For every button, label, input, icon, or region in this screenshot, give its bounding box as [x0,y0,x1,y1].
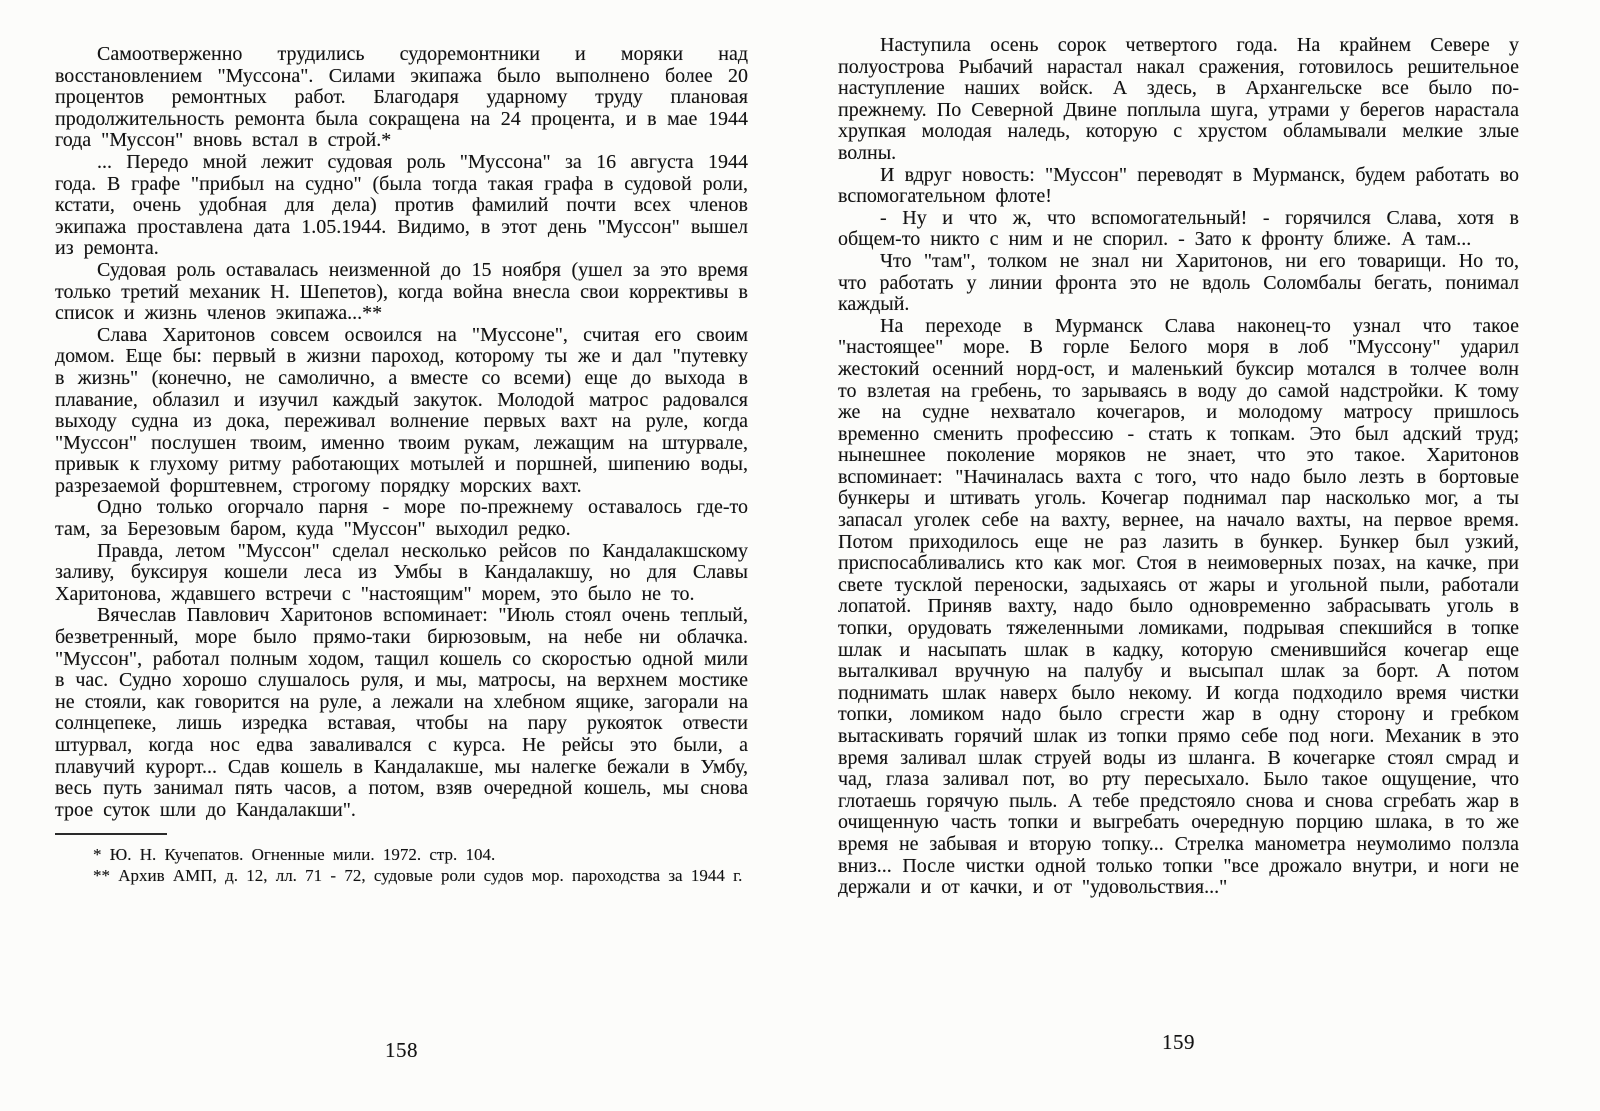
footnotes-block [55,833,748,886]
footnote: ** Архив АМП, д. 12, лл. 71 - 72, судовые роли судов мор. пароходства за 1944 г. [93,866,743,886]
paragraph: ... Передо мной лежит судовая роль "Муссона" за 16 августа 1944 года. В графе "прибыл на судно" (была тогда такая графа в судовой роли, кстати, очень удобная для дела) против фамилий почти всех членов экипажа проставлена дата 1.05.1944. Видимо, в этот день "Муссон" вышел из ремонта. [55,150,748,260]
paragraph: Наступила осень сорок четвертого года. На крайнем Севере у полуострова Рыбачий нарастал накал сражения, готовилось решительное наступление наших войск. А здесь, в Архангельске все было по-прежнему. По Северной Двине поплыла шуга, утрами у берегов нарастала хрупкая молодая наледь, которую с хрустом обламывали мелкие злые волны. [838,34,1519,164]
left-page-text [55,44,748,886]
paragraph: Судовая роль оставалась неизменной до 15 ноября (ушел за это время только третий механик Н. Шепетов), когда война внесла свои коррективы в список и жизнь членов экипажа...** [55,258,748,325]
paragraph: И вдруг новость: "Муссон" переводят в Мурманск, будем работать во вспомогательном флоте! [838,163,1519,208]
paragraph: Одно только огорчало парня - море по-прежнему оставалось где-то там, за Березовым баром, куда "Муссон" выходил редко. [55,496,748,541]
paragraph: Что "там", толком не знал ни Харитонов, ни его товарищи. Но то, что работать у линии фронта это не вдоль Соломбалы бегать, понимал каждый. [838,249,1519,316]
paragraph: Слава Харитонов совсем освоился на "Муссоне", считая его своим домом. Еще бы: первый в жизни пароход, которому ты же и дал "путевку в жизнь" (конечно, не самолично, а вместе со всеми) еще до выхода в плавание, облазил и изучил каждый закуток. Молодой матрос радовался выходу судна из дока, переживал волнение первых вахт на руле, когда "Муссон" послушен твоим, именно твоим рукам, лежащим на штурвале, привык к глухому ритму работающих мотылей и поршней, шипению воды, разрезаемой форштевнем, строгому порядку морских вахт. [55,323,748,497]
paragraph: Вячеслав Павлович Харитонов вспоминает: "Июль стоял очень теплый, безветренный, море было прямо-таки бирюзовым, на небе ни облачка. "Муссон", работал полным ходом, тащил кошель со скоростью одной мили в час. Судно хорошо слушалось руля, и мы, матросы, на верхнем мостике не стояли, как говорится на руле, а лежали на хлебном ящике, загорали на солнцепеке, лишь изредка вставая, чтобы на пару рукояток отвести штурвал, когда нос едва заваливался с курса. Не рейсы это были, а плавучий курорт... Сдав кошель в Кандалакше, мы налегке бежали в Умбу, весь путь занимал пять часов, а потом, взяв очередной кошель, мы снова трое суток шли до Кандалакши". [55,604,748,821]
page-number: 159 [1162,1030,1195,1054]
paragraph: На переходе в Мурманск Слава наконец-то узнал что такое "настоящее" море. В горле Белого моря в лоб "Муссону" ударил жестокий осенний норд-ост, и маленький буксир мотался в толчее волн то взлетая на гребень, то зарываясь в воду до самой надстройки. К тому же на судне нехватало кочегаров, и молодому матросу пришлось временно сменить профессию - стать к топкам. Это был адский труд; нынешнее поколение моряков не знает, что это такое. Харитонов вспоминает: "Начиналась вахта с того, что надо было лезть в бортовые бункеры и штивать уголь. Кочегар поднимал пар насколько мог, а ты запасал уголек себе на вахту, вернее, на начало вахты, на первое время. Потом приходилось еще не раз лазить в бункер. Бункер был узкий, приспосабливались кто как мог. Стоя в неимоверных позах, на качке, при свете тусклой переноски, задыхаясь от жары и угольной пыли, работали лопатой. Приняв вахту, надо было одновременно забрасывать уголь в топки, орудовать тяжеленными ломиками, подрывая спекшийся в топке шлак и насыпать шлак в кадку, которую сменившийся кочегар еще выталкивал вручную на палубу и высыпал шлак за борт. А потом поднимать шлак наверх было некому. И когда подходило время чистки топки, ломиком надо было сгрести жар в одну сторону и гребком вытаскивать горячий шлак из топки прямо себе под ноги. Механик в это время заливал шлак струей воды из шланга. В кочегарке стоял смрад и чад, глаза заливал пот, во рту пересыхало. Было такое ощущение, что глотаешь горячую пыль. А тебе предстояло снова и снова сгребать жар в очищенную часть топки и выгребать очередную порцию шлака, в то же время не забывая и вторую топку... Стрелка манометра неумолимо ползла вниз... После чистки одной только топки "все дрожало внутри, и ноги не держали и от качки, и от "удовольствия..." [838,314,1519,899]
footnote-separator [55,833,167,835]
paragraph: Правда, летом "Муссон" сделал несколько рейсов по Кандалакшскому заливу, буксируя кошели леса из Умбы в Кандалакшу, но для Славы Харитонова, ждавшего встречи с "настоящим" морем, это было не то. [55,539,748,605]
footnote: * Ю. Н. Кучепатов. Огненные мили. 1972. стр. 104. [93,845,496,865]
left-page [55,0,748,1111]
paragraph: Самоотверженно трудились судоремонтники и моряки над восстановлением "Муссона". Силами экипажа было выполнено более 20 процентов ремонтных работ. Благодаря ударному труду плановая продолжительность ремонта была сокращена на 24 процента, и в мае 1944 года "Муссон" вновь встал в строй.* [55,43,748,152]
right-page-text [838,35,1519,899]
right-page [838,0,1519,1111]
paragraph: - Ну и что ж, что вспомогательный! - горячился Слава, хотя в общем-то никто с ним и не спорил. - Зато к фронту ближе. А там... [838,206,1519,251]
page-number: 158 [385,1038,418,1062]
